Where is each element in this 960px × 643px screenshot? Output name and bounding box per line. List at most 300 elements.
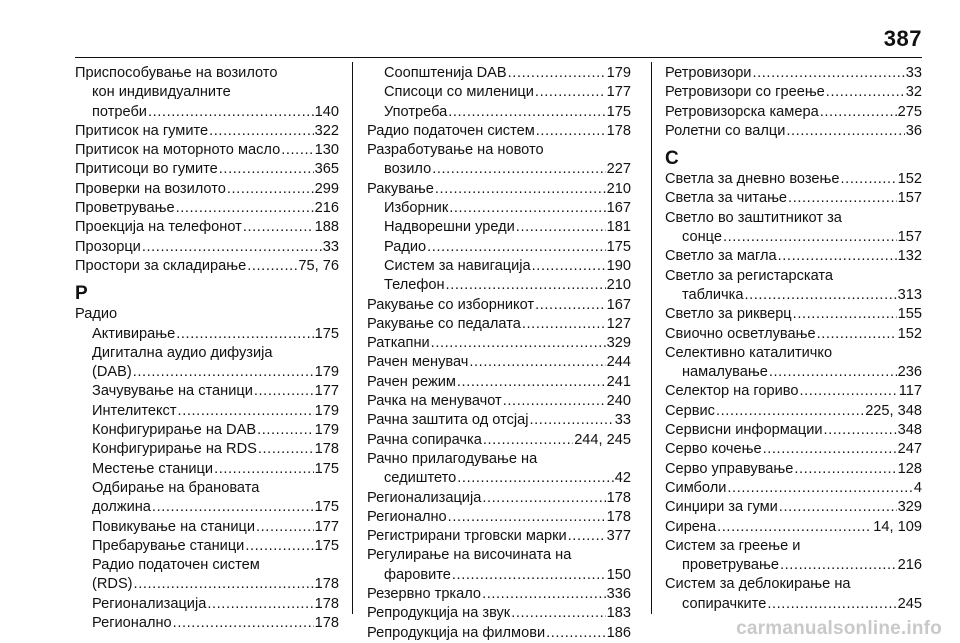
index-entry-label: (RDS) bbox=[92, 576, 133, 593]
index-entry bbox=[665, 382, 922, 401]
index-entry-page: 175 bbox=[606, 238, 631, 255]
dot-leader bbox=[780, 556, 897, 575]
index-entry-label: Конфигурирање на RDS bbox=[92, 441, 257, 458]
index-entry bbox=[367, 624, 631, 643]
index-entry-label: Регистрирани трговски марки bbox=[367, 528, 567, 545]
index-entry bbox=[75, 238, 339, 257]
index-entry-label: Проветрување bbox=[75, 200, 175, 217]
index-entry bbox=[367, 296, 631, 315]
index-entry-label: Рачна сопирачка bbox=[367, 431, 482, 448]
dot-leader bbox=[516, 218, 606, 237]
index-entry-label: Пребарување станици bbox=[92, 537, 245, 554]
index-entry bbox=[367, 411, 631, 430]
index-entry-page: 152 bbox=[897, 325, 922, 342]
index-entry-label: сопирачките bbox=[682, 595, 767, 612]
index-term: Селективно каталитичко bbox=[665, 344, 833, 361]
dot-leader bbox=[794, 460, 896, 479]
index-entry bbox=[75, 141, 339, 160]
index-entry-label: Репродукција на филмови bbox=[367, 624, 546, 641]
index-entry-label: Ракување со изборникот bbox=[367, 296, 535, 313]
index-column-3 bbox=[665, 64, 922, 614]
index-term: Светло за регистарската bbox=[665, 267, 834, 284]
index-entry-page: 190 bbox=[606, 257, 631, 274]
index-entry bbox=[367, 180, 631, 199]
dot-leader bbox=[482, 585, 606, 604]
index-entry-label: Сирена bbox=[665, 518, 717, 535]
index-entry-page: 42 bbox=[614, 470, 631, 487]
index-entry-page: 210 bbox=[606, 277, 631, 294]
index-entry-label: Синџири за гуми bbox=[665, 499, 778, 516]
index-entry-page: 32 bbox=[905, 84, 922, 101]
index-entry-page: 181 bbox=[606, 219, 631, 236]
index-entry bbox=[75, 325, 339, 344]
index-entry-label: потреби bbox=[92, 103, 147, 120]
index-entry-label: Зачувување на станици bbox=[92, 383, 253, 400]
index-entry bbox=[367, 353, 631, 372]
index-term: Радио bbox=[75, 306, 118, 323]
index-term: Дигитална аудио дифузија bbox=[92, 344, 273, 361]
dot-leader bbox=[254, 382, 314, 401]
index-term: Приспособување на возилото bbox=[75, 65, 278, 81]
index-entry-label: Серво управување bbox=[665, 460, 794, 477]
index-entry bbox=[665, 479, 922, 498]
index-entry-label: Прозорци bbox=[75, 238, 141, 255]
index-entry-label: Проекција на телефонот bbox=[75, 219, 242, 236]
dot-leader bbox=[446, 276, 606, 295]
dot-leader bbox=[763, 440, 897, 459]
dot-leader bbox=[448, 103, 605, 122]
index-entry-label: Списоци со миленици bbox=[384, 84, 534, 101]
index-entry-label: Употреба bbox=[384, 103, 448, 120]
index-entry-label: Радио bbox=[384, 238, 427, 255]
dot-leader bbox=[820, 103, 897, 122]
index-entry-page: 175 bbox=[314, 460, 339, 477]
dot-leader bbox=[176, 325, 313, 344]
index-entry bbox=[367, 315, 631, 334]
index-entry-page: 175 bbox=[314, 499, 339, 516]
dot-leader bbox=[826, 83, 905, 102]
index-entry-page: 216 bbox=[314, 200, 339, 217]
index-entry-label: Телефон bbox=[384, 277, 445, 294]
dot-leader bbox=[258, 440, 314, 459]
index-term: Светло во заштитникот за bbox=[665, 209, 842, 226]
dot-leader bbox=[546, 624, 606, 643]
dot-leader bbox=[173, 614, 314, 633]
index-entry-label: Ретровизори bbox=[665, 65, 752, 81]
index-entry-page: 313 bbox=[897, 286, 922, 303]
index-entry-page: 33 bbox=[614, 412, 631, 429]
index-entry-page: 188 bbox=[314, 219, 339, 236]
index-entry-page: 275 bbox=[897, 103, 922, 120]
index-entry-page: 348 bbox=[897, 422, 922, 439]
index-entry bbox=[367, 218, 631, 237]
index-entry-page: 175 bbox=[606, 103, 631, 120]
index-entry-page: 33 bbox=[905, 65, 922, 81]
index-entry-label: Светло за рикверц bbox=[665, 306, 792, 323]
dot-leader bbox=[535, 83, 606, 102]
dot-leader bbox=[152, 498, 314, 517]
index-entry bbox=[75, 103, 339, 122]
index-entry-page: 177 bbox=[314, 518, 339, 535]
index-entry-label: Надворешни уреди bbox=[384, 219, 515, 236]
index-entry-page: 225, 348 bbox=[865, 402, 922, 419]
index-entry-page: 336 bbox=[606, 586, 631, 603]
index-entry bbox=[75, 180, 339, 199]
index-entry bbox=[367, 373, 631, 392]
index-entry-page: 177 bbox=[314, 383, 339, 400]
column-separator bbox=[352, 62, 353, 614]
index-entry-page: 155 bbox=[897, 306, 922, 323]
dot-leader bbox=[536, 122, 606, 141]
index-entry-label: Регионално bbox=[367, 508, 447, 525]
dot-leader bbox=[799, 382, 897, 401]
index-term: Одбирање на брановата bbox=[92, 479, 260, 496]
index-entry bbox=[75, 440, 339, 459]
index-entry-page: 150 bbox=[606, 566, 631, 583]
dot-leader bbox=[511, 604, 605, 623]
index-entry bbox=[367, 257, 631, 276]
index-entry-page: 178 bbox=[314, 441, 339, 458]
column-separator bbox=[651, 62, 652, 614]
index-entry bbox=[75, 199, 339, 218]
section-letter-heading: С bbox=[665, 148, 679, 170]
index-entry bbox=[367, 122, 631, 141]
index-entry-page: 167 bbox=[606, 200, 631, 217]
dot-leader bbox=[568, 527, 606, 546]
index-entry-label: (DAB) bbox=[92, 364, 132, 381]
index-entry-page: 178 bbox=[606, 122, 631, 139]
index-entry-label: Систем за навигација bbox=[384, 257, 531, 274]
dot-leader bbox=[178, 402, 314, 421]
index-term: Разработување на новото bbox=[367, 142, 544, 159]
dot-leader bbox=[257, 421, 314, 440]
dot-leader bbox=[716, 402, 864, 421]
index-entry-page: 175 bbox=[314, 325, 339, 342]
index-entry-page: 179 bbox=[606, 65, 631, 81]
index-entry-page: 245 bbox=[897, 595, 922, 612]
dot-leader bbox=[281, 141, 313, 160]
index-entry-page: 117 bbox=[898, 383, 922, 400]
index-entry bbox=[367, 508, 631, 527]
index-entry-label: Рачка на менувачот bbox=[367, 393, 502, 410]
index-term: кон индивидуалните bbox=[92, 84, 231, 101]
page-number: 387 bbox=[883, 26, 922, 51]
dot-leader bbox=[457, 373, 606, 392]
index-entry-page: 186 bbox=[606, 624, 631, 641]
index-entry-label: Ракување со педалата bbox=[367, 315, 521, 332]
index-entry bbox=[665, 460, 922, 479]
index-entry bbox=[367, 585, 631, 604]
dot-leader bbox=[227, 180, 314, 199]
index-entry-page: 177 bbox=[606, 84, 631, 101]
dot-leader bbox=[788, 189, 897, 208]
index-entry-page: 377 bbox=[606, 528, 631, 545]
index-entry bbox=[665, 421, 922, 440]
dot-leader bbox=[469, 353, 605, 372]
index-entry-page: 157 bbox=[897, 229, 922, 246]
dot-leader bbox=[786, 122, 904, 141]
index-entry-label: Радио податочен систем bbox=[367, 122, 535, 139]
index-entry-page: 322 bbox=[314, 122, 339, 139]
index-entry bbox=[665, 556, 922, 575]
index-entry-label: Конфигурирање на DAB bbox=[92, 422, 257, 439]
index-entry bbox=[75, 363, 339, 382]
index-entry-page: 178 bbox=[314, 615, 339, 632]
index-entry bbox=[75, 614, 339, 633]
index-entry-page: 128 bbox=[897, 460, 922, 477]
dot-leader bbox=[457, 469, 614, 488]
dot-leader bbox=[717, 518, 872, 537]
index-entry-page: 179 bbox=[314, 364, 339, 381]
index-entry bbox=[75, 575, 339, 594]
index-entry bbox=[367, 566, 631, 585]
dot-leader bbox=[530, 411, 614, 430]
index-entry-label: Регионализација bbox=[92, 595, 207, 612]
index-entry-label: Рачен режим bbox=[367, 373, 456, 390]
index-entry-label: Простори за складирање bbox=[75, 257, 247, 274]
index-entry bbox=[665, 440, 922, 459]
index-entry-label: Светла за читање bbox=[665, 190, 788, 207]
index-entry-label: Ролетни со валци bbox=[665, 122, 786, 139]
index-entry bbox=[665, 170, 922, 189]
index-entry bbox=[665, 228, 922, 247]
dot-leader bbox=[503, 392, 606, 411]
index-entry-page: 247 bbox=[897, 441, 922, 458]
index-entry-label: сонце bbox=[682, 229, 722, 246]
dot-leader bbox=[767, 595, 896, 614]
index-entry-page: 152 bbox=[897, 171, 922, 188]
index-entry-label: Серво кочење bbox=[665, 441, 762, 458]
index-entry-label: фаровите bbox=[384, 566, 451, 583]
index-entry-page: 127 bbox=[606, 315, 631, 332]
index-entry bbox=[367, 83, 631, 102]
index-entry bbox=[665, 83, 922, 102]
index-entry bbox=[75, 498, 339, 517]
dot-leader bbox=[817, 325, 897, 344]
index-entry-label: седиштето bbox=[384, 470, 457, 487]
dot-leader bbox=[449, 199, 605, 218]
index-entry-label: возило bbox=[384, 161, 432, 178]
index-entry bbox=[367, 392, 631, 411]
index-entry-page: 329 bbox=[897, 499, 922, 516]
index-entry-label: Притисок на гумите bbox=[75, 122, 209, 139]
index-entry bbox=[665, 189, 922, 208]
index-entry-label: Проверки на возилото bbox=[75, 180, 226, 197]
dot-leader bbox=[752, 64, 904, 83]
dot-leader bbox=[532, 257, 606, 276]
index-entry bbox=[367, 334, 631, 353]
dot-leader bbox=[431, 334, 606, 353]
dot-leader bbox=[219, 160, 314, 179]
index-entry bbox=[665, 103, 922, 122]
dot-leader bbox=[793, 305, 897, 324]
index-entry bbox=[367, 489, 631, 508]
index-entry-label: Интелитекст bbox=[92, 402, 177, 419]
dot-leader bbox=[435, 180, 606, 199]
index-entry bbox=[665, 498, 922, 517]
index-entry-page: 178 bbox=[314, 595, 339, 612]
index-entry bbox=[367, 160, 631, 179]
index-entry bbox=[75, 537, 339, 556]
index-entry-page: 236 bbox=[897, 364, 922, 381]
index-entry-label: Регионално bbox=[92, 615, 172, 632]
dot-leader bbox=[148, 103, 314, 122]
index-entry-label: Соопштенија DAB bbox=[384, 65, 507, 81]
dot-leader bbox=[769, 363, 897, 382]
dot-leader bbox=[779, 498, 897, 517]
dot-leader bbox=[448, 508, 606, 527]
index-entry-page: 241 bbox=[606, 373, 631, 390]
index-entry-page: 4 bbox=[913, 479, 922, 496]
dot-leader bbox=[427, 238, 605, 257]
index-entry-label: Регионализација bbox=[367, 489, 482, 506]
dot-leader bbox=[522, 315, 606, 334]
index-entry bbox=[367, 527, 631, 546]
index-entry-label: Светла за дневно возење bbox=[665, 171, 840, 188]
index-entry-label: Местење станици bbox=[92, 460, 214, 477]
index-entry-label: Раткапни bbox=[367, 335, 430, 352]
dot-leader bbox=[245, 537, 313, 556]
dot-leader bbox=[535, 296, 606, 315]
dot-leader bbox=[134, 575, 314, 594]
index-entry-label: Сервис bbox=[665, 402, 715, 419]
index-entry-label: Свиочно осветлување bbox=[665, 325, 816, 342]
index-entry bbox=[665, 363, 922, 382]
index-entry-page: 14, 109 bbox=[873, 518, 922, 535]
index-entry-page: 329 bbox=[606, 335, 631, 352]
dot-leader bbox=[133, 363, 314, 382]
index-entry-label: Селектор на гориво bbox=[665, 383, 799, 400]
index-entry-page: 179 bbox=[314, 422, 339, 439]
index-entry-page: 140 bbox=[314, 103, 339, 120]
index-entry-page: 179 bbox=[314, 402, 339, 419]
index-term: Рачно прилагодување на bbox=[367, 450, 538, 467]
dot-leader bbox=[508, 64, 606, 83]
index-column-2 bbox=[367, 64, 631, 643]
index-entry bbox=[75, 122, 339, 141]
dot-leader bbox=[723, 228, 897, 247]
index-entry-page: 216 bbox=[897, 557, 922, 574]
index-entry-label: Светло за магла bbox=[665, 248, 777, 265]
index-entry-page: 33 bbox=[322, 238, 339, 255]
index-entry bbox=[75, 218, 339, 237]
index-entry-label: табличка bbox=[682, 286, 744, 303]
index-entry-label: Репродукција на звук bbox=[367, 605, 511, 622]
index-entry bbox=[75, 518, 339, 537]
index-entry-label: Рачна заштита од отсјај bbox=[367, 412, 529, 429]
index-entry-page: 167 bbox=[606, 296, 631, 313]
index-entry-label: Сервисни информации bbox=[665, 422, 823, 439]
index-entry-page: 365 bbox=[314, 161, 339, 178]
dot-leader bbox=[207, 595, 313, 614]
dot-leader bbox=[176, 199, 314, 218]
index-entry-label: Притисок на моторното масло bbox=[75, 142, 281, 159]
section-letter-heading: Р bbox=[75, 283, 88, 305]
index-entry bbox=[75, 402, 339, 421]
index-entry bbox=[367, 604, 631, 623]
index-entry bbox=[665, 305, 922, 324]
index-entry bbox=[367, 199, 631, 218]
index-entry-page: 36 bbox=[905, 122, 922, 139]
dot-leader bbox=[247, 257, 297, 276]
index-entry-page: 183 bbox=[606, 605, 631, 622]
index-entry bbox=[665, 325, 922, 344]
dot-leader bbox=[209, 122, 314, 141]
index-entry-page: 178 bbox=[606, 489, 631, 506]
index-entry-page: 244, 245 bbox=[574, 431, 631, 448]
index-entry-label: Ретровизорска камера bbox=[665, 103, 819, 120]
dot-leader bbox=[142, 238, 322, 257]
dot-leader bbox=[483, 431, 573, 450]
dot-leader bbox=[727, 479, 912, 498]
index-entry bbox=[665, 247, 922, 266]
index-entry-label: Притисоци во гумите bbox=[75, 161, 218, 178]
index-entry-label: Ракување bbox=[367, 180, 434, 197]
index-entry bbox=[665, 122, 922, 141]
index-entry-label: Повикување на станици bbox=[92, 518, 255, 535]
index-entry bbox=[367, 276, 631, 295]
index-entry bbox=[75, 595, 339, 614]
dot-leader bbox=[243, 218, 314, 237]
index-entry bbox=[367, 64, 631, 83]
index-entry bbox=[367, 238, 631, 257]
index-entry-page: 210 bbox=[606, 180, 631, 197]
index-entry-label: намалување bbox=[682, 364, 768, 381]
watermark: carmanualsonline.info bbox=[736, 618, 942, 639]
index-entry-label: Активирање bbox=[92, 325, 176, 342]
index-term: Радио податочен систем bbox=[92, 557, 260, 574]
header-rule bbox=[75, 57, 922, 58]
index-entry bbox=[75, 460, 339, 479]
index-term: Систем за греење и bbox=[665, 537, 801, 554]
index-entry-label: должина bbox=[92, 499, 151, 516]
index-entry-page: 130 bbox=[314, 142, 339, 159]
index-entry-page: 240 bbox=[606, 393, 631, 410]
index-entry-page: 75, 76 bbox=[298, 257, 339, 274]
index-entry-page: 178 bbox=[314, 576, 339, 593]
index-entry-page: 132 bbox=[897, 248, 922, 265]
index-entry-page: 175 bbox=[314, 537, 339, 554]
index-entry-page: 178 bbox=[606, 508, 631, 525]
index-entry bbox=[665, 286, 922, 305]
index-entry-page: 227 bbox=[606, 161, 631, 178]
dot-leader bbox=[214, 460, 314, 479]
dot-leader bbox=[452, 566, 606, 585]
dot-leader bbox=[432, 160, 605, 179]
index-entry bbox=[665, 595, 922, 614]
index-entry bbox=[367, 103, 631, 122]
index-entry-label: Изборник bbox=[384, 200, 449, 217]
index-entry-label: Резервно тркало bbox=[367, 586, 482, 603]
dot-leader bbox=[824, 421, 897, 440]
dot-leader bbox=[482, 489, 605, 508]
dot-leader bbox=[256, 518, 314, 537]
index-entry bbox=[75, 257, 339, 276]
index-column-1 bbox=[75, 64, 339, 633]
index-entry bbox=[367, 431, 631, 450]
dot-leader bbox=[778, 247, 897, 266]
dot-leader bbox=[841, 170, 897, 189]
index-entry bbox=[665, 64, 922, 83]
index-entry bbox=[665, 518, 922, 537]
index-entry bbox=[75, 421, 339, 440]
index-entry-label: проветрување bbox=[682, 557, 779, 574]
dot-leader bbox=[744, 286, 896, 305]
index-entry-page: 299 bbox=[314, 180, 339, 197]
index-entry bbox=[75, 160, 339, 179]
index-entry bbox=[665, 402, 922, 421]
index-term: Регулирање на височината на bbox=[367, 547, 572, 564]
